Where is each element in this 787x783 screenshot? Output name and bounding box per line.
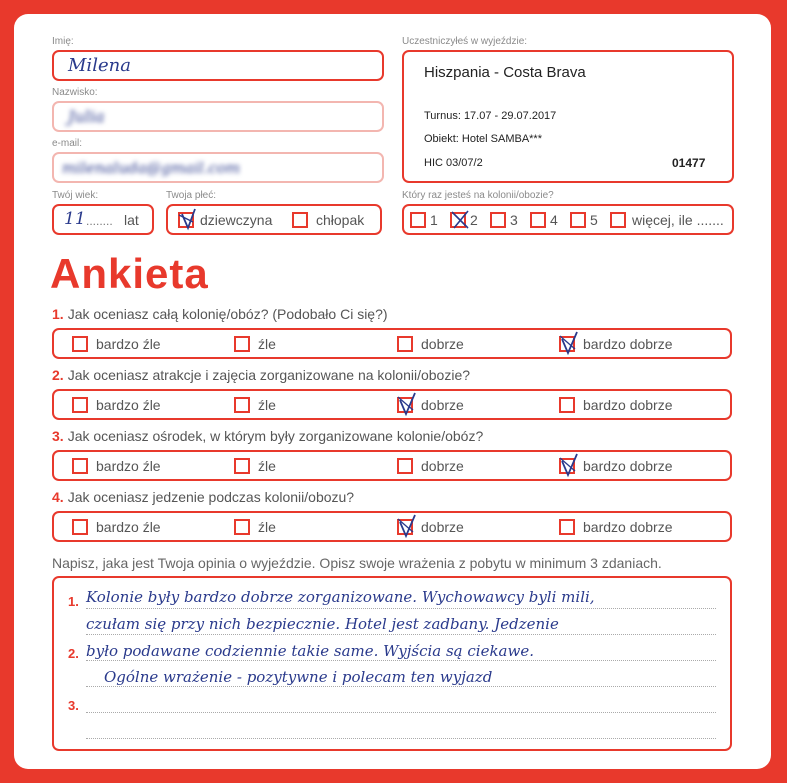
question-3 [52, 428, 483, 444]
q4-option-1-label: bardzo źle [96, 519, 161, 535]
check-mark-icon [178, 208, 200, 232]
check-mark-icon [559, 454, 581, 478]
gender-female-checkbox[interactable] [178, 212, 194, 228]
q2-option-1-checkbox[interactable] [72, 397, 88, 413]
opinion-box[interactable] [52, 576, 732, 751]
question-text: Jak oceniasz całą kolonię/obóz? (Podobało Ci się?) [67, 306, 388, 322]
q2-option-3-checkbox[interactable] [397, 397, 413, 413]
q4-option-2-label: źle [258, 519, 276, 535]
times-option-2-label: 2 [470, 212, 478, 228]
q3-option-4-checkbox[interactable] [559, 458, 575, 474]
writing-line [86, 712, 716, 713]
question-number: 4. [52, 489, 64, 505]
q3-option-2-checkbox[interactable] [234, 458, 250, 474]
question-text: Jak oceniasz jedzenie podczas kolonii/obozu? [67, 489, 355, 505]
writing-line [86, 634, 716, 635]
age-value: 11 [64, 209, 86, 229]
times-option-more-checkbox[interactable] [610, 212, 626, 228]
q1-option-3-label: dobrze [421, 336, 464, 352]
times-option-3-label: 3 [510, 212, 518, 228]
question-text: Jak oceniasz atrakcje i zajęcia zorganizowane na kolonii/obozie? [67, 367, 471, 383]
trip-code: HIC 03/07/2 [424, 157, 483, 169]
trip-card [402, 50, 734, 183]
opinion-handwriting-3: było podawane codziennie takie same. Wyjścia są ciekawe. [86, 642, 534, 660]
email-value: milenaluda@gmail.com [62, 159, 241, 177]
q2-option-4-label: bardzo dobrze [583, 397, 673, 413]
gender-field [166, 204, 382, 235]
trip-destination: Hiszpania - Costa Brava [424, 64, 586, 81]
times-option-4-label: 4 [550, 212, 558, 228]
email-field[interactable] [52, 152, 384, 183]
q1-option-2-checkbox[interactable] [234, 336, 250, 352]
q1-option-2-label: źle [258, 336, 276, 352]
q4-option-1-checkbox[interactable] [72, 519, 88, 535]
writing-line [86, 660, 716, 661]
question-1 [52, 306, 388, 322]
q1-option-1-label: bardzo źle [96, 336, 161, 352]
times-option-5-label: 5 [590, 212, 598, 228]
q2-option-4-checkbox[interactable] [559, 397, 575, 413]
q3-option-1-label: bardzo źle [96, 458, 161, 474]
check-mark-icon [450, 208, 472, 232]
age-unit: lat [124, 212, 139, 228]
q3-option-2-label: źle [258, 458, 276, 474]
times-option-1-checkbox[interactable] [410, 212, 426, 228]
opinion-handwriting-1: Kolonie były bardzo dobrze zorganizowane. Wychowawcy byli mili, [86, 588, 595, 606]
check-mark-icon [559, 332, 581, 356]
q4-option-4-label: bardzo dobrze [583, 519, 673, 535]
q3-option-3-checkbox[interactable] [397, 458, 413, 474]
opinion-line-num-3: 3. [68, 698, 79, 713]
gender-label: Twoja płeć: [166, 190, 217, 201]
gender-female-label: dziewczyna [200, 212, 273, 228]
name-field[interactable] [52, 50, 384, 81]
check-mark-icon [397, 393, 419, 417]
times-option-5-checkbox[interactable] [570, 212, 586, 228]
q4-option-3-checkbox[interactable] [397, 519, 413, 535]
question-2-options [52, 389, 732, 420]
times-label: Który raz jesteś na kolonii/obozie? [402, 190, 554, 201]
age-field[interactable] [52, 204, 154, 235]
name-value: Milena [68, 55, 131, 76]
email-label: e-mail: [52, 138, 83, 149]
writing-line [86, 608, 716, 609]
question-3-options [52, 450, 732, 481]
q4-option-4-checkbox[interactable] [559, 519, 575, 535]
q2-option-2-checkbox[interactable] [234, 397, 250, 413]
writing-line [86, 686, 716, 687]
trip-number: 01477 [672, 156, 706, 170]
q2-option-2-label: źle [258, 397, 276, 413]
opinion-handwriting-4: Ogólne wrażenie - pozytywne i polecam ten wyjazd [104, 668, 493, 686]
question-number: 2. [52, 367, 64, 383]
survey-sheet [14, 14, 771, 769]
age-label: Twój wiek: [52, 190, 99, 201]
question-number: 3. [52, 428, 64, 444]
trip-object: Obiekt: Hotel SAMBA*** [424, 133, 542, 145]
survey-title: Ankieta [50, 250, 209, 297]
opinion-line-num-1: 1. [68, 594, 79, 609]
age-dots: ........ [86, 214, 113, 228]
question-number: 1. [52, 306, 64, 322]
times-option-more-label: więcej, ile ....... [632, 212, 724, 228]
q4-option-3-label: dobrze [421, 519, 464, 535]
question-text: Jak oceniasz ośrodek, w którym były zorganizowane kolonie/obóz? [67, 428, 484, 444]
q3-option-4-label: bardzo dobrze [583, 458, 673, 474]
q1-option-4-checkbox[interactable] [559, 336, 575, 352]
times-field [402, 204, 734, 235]
question-1-options [52, 328, 732, 359]
q1-option-3-checkbox[interactable] [397, 336, 413, 352]
times-option-2-checkbox[interactable] [450, 212, 466, 228]
q1-option-4-label: bardzo dobrze [583, 336, 673, 352]
opinion-prompt: Napisz, jaka jest Twoja opinia o wyjeździe. Opisz swoje wrażenia z pobytu w minimum 3 zdaniach. [52, 555, 662, 571]
times-option-1-label: 1 [430, 212, 438, 228]
q1-option-1-checkbox[interactable] [72, 336, 88, 352]
question-2 [52, 367, 470, 383]
trip-label: Uczestniczyłeś w wyjeździe: [402, 36, 528, 47]
surname-value: Julia [68, 107, 105, 126]
times-option-4-checkbox[interactable] [530, 212, 546, 228]
gender-male-label: chłopak [316, 212, 365, 228]
surname-field[interactable] [52, 101, 384, 132]
q3-option-1-checkbox[interactable] [72, 458, 88, 474]
q2-option-3-label: dobrze [421, 397, 464, 413]
opinion-handwriting-2: czułam się przy nich bezpiecznie. Hotel jest zadbany. Jedzenie [86, 615, 559, 633]
question-4-options [52, 511, 732, 542]
trip-turnus: Turnus: 17.07 - 29.07.2017 [424, 110, 557, 122]
writing-line [86, 738, 716, 739]
q4-option-2-checkbox[interactable] [234, 519, 250, 535]
q2-option-1-label: bardzo źle [96, 397, 161, 413]
times-option-3-checkbox[interactable] [490, 212, 506, 228]
gender-male-checkbox[interactable] [292, 212, 308, 228]
opinion-line-num-2: 2. [68, 646, 79, 661]
question-4 [52, 489, 354, 505]
q3-option-3-label: dobrze [421, 458, 464, 474]
name-label: Imię: [52, 36, 74, 47]
check-mark-icon [397, 515, 419, 539]
surname-label: Nazwisko: [52, 87, 98, 98]
